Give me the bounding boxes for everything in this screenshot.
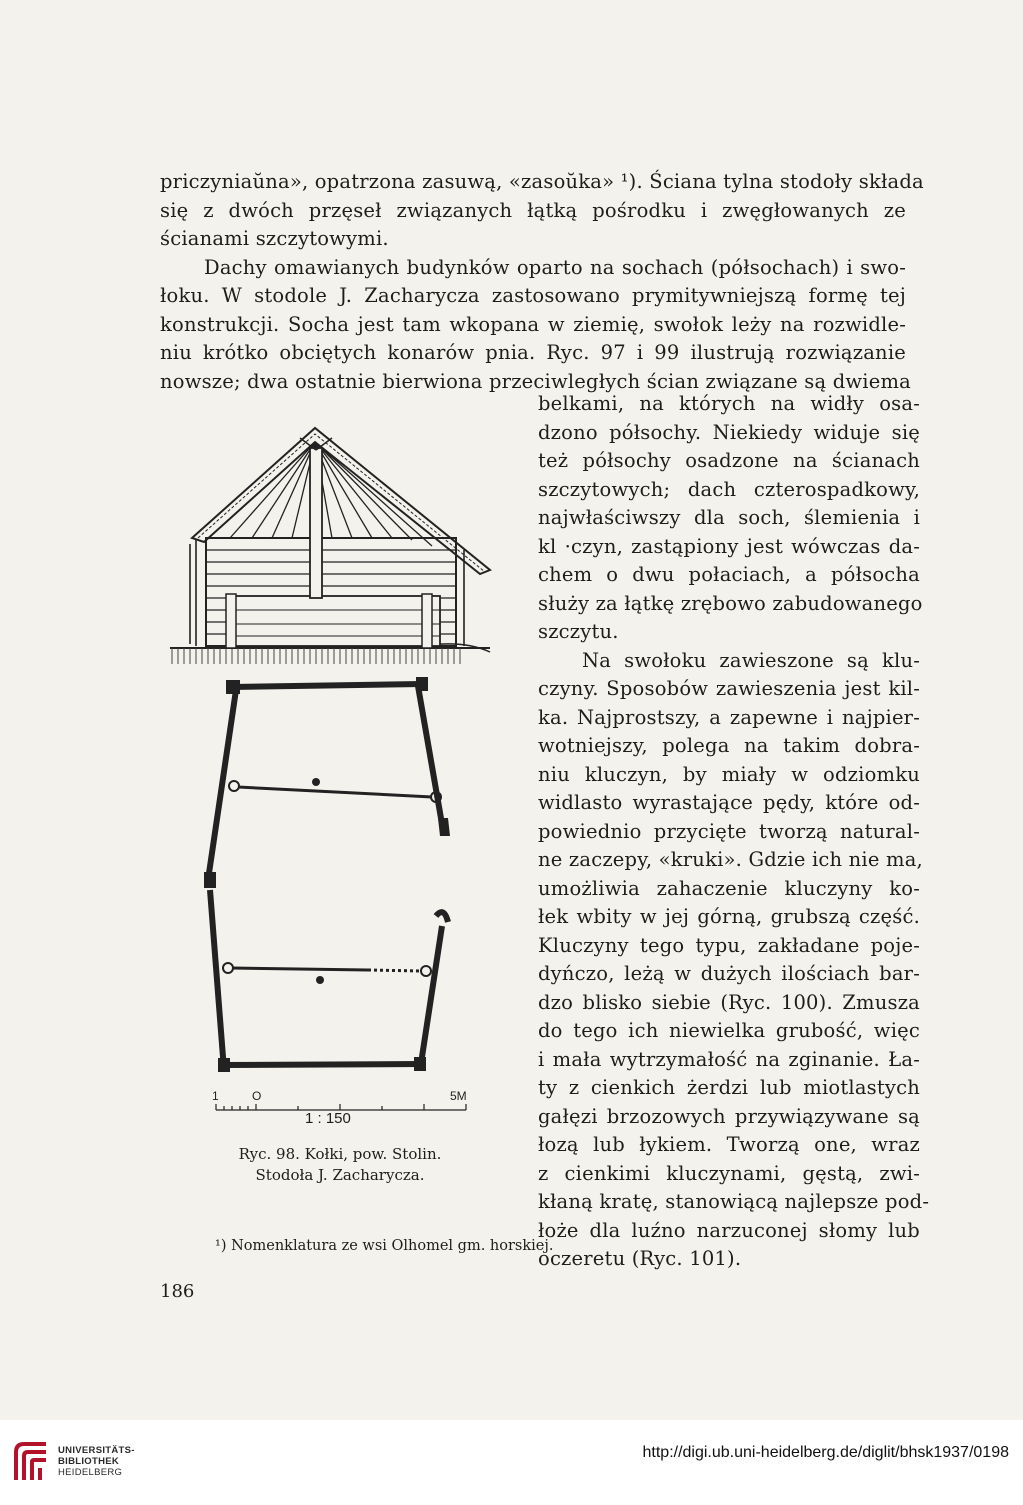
socha-post (310, 448, 322, 598)
caption-line: Stodoła J. Zacharycza. (255, 1166, 425, 1184)
scale-label-right: 5M (450, 1089, 467, 1103)
text-line: najwłaściwszy dla soch, ślemienia i (538, 506, 920, 529)
text-line: łoże dla luźno narzuconej słomy lub (538, 1218, 920, 1242)
text-line: powiednio przycięte tworzą natural- (538, 819, 920, 843)
plan-lower-tie-hook-right (421, 966, 431, 976)
text-line: do tego ich niewielka grubość, więc (538, 1019, 920, 1042)
text-line: widlasto wyrastające pędy, które od- (538, 791, 920, 814)
text-line: konstrukcji. Socha jest tam wkopana w ziemię, swołok leży na rozwidle- (160, 312, 906, 336)
text-line: niu krótko obciętych konarów pnia. Ryc. 97 i 99 ilustrują rozwiązanie (160, 341, 906, 364)
text-line: dyńczo, leżą w dużych ilościach bar- (538, 962, 920, 985)
text-line: Dachy omawianych budynków oparto na sochach (półsochach) i swo- (204, 255, 906, 279)
plan-lower-tie-beam (232, 968, 368, 970)
text-line: dzo blisko siebie (Ryc. 100). Zmusza (538, 990, 920, 1014)
text-line: niu kluczyn, by miały w odziomku (538, 762, 920, 786)
plan-left-joint (204, 872, 216, 888)
plan-upper-tie-hook-left (229, 781, 239, 791)
library-name[interactable] (58, 1445, 135, 1478)
text-line: priczyniaŭna», opatrzona zasuwą, «zasoŭka» ¹). Ściana tylna stodoły składa (160, 170, 924, 193)
barn-figure (160, 420, 500, 1120)
text-line: też półsochy osadzone na ścianach (538, 449, 920, 472)
plan-bottom-beam (224, 1064, 422, 1065)
library-name-line: HEIDELBERG (58, 1467, 123, 1478)
text-line: oczeretu (Ryc. 101). (538, 1247, 742, 1270)
plan-upper-post (312, 778, 320, 786)
text-line: łozą lub łykiem. Tworzą one, wraz (538, 1133, 920, 1156)
text-line: łoku. W stodole J. Zacharycza zastosowano prymitywniejszą formę tej (160, 284, 906, 307)
page-number: 186 (160, 1281, 195, 1302)
body-text-full-width (160, 168, 924, 396)
text-line: służy za łątkę zrębowo zabudowanego (538, 591, 923, 615)
plan-lower-tie-hook-left (223, 963, 233, 973)
barn-drawing (160, 420, 500, 1120)
figure-caption (200, 1144, 480, 1186)
text-line: szczytowych; dach czterospadkowy, (538, 477, 920, 501)
text-line: belkami, na których na widły osa- (538, 392, 920, 415)
text-line: nowsze; dwa ostatnie bierwiona przeciwległych ścian związane są dwiema (160, 369, 912, 393)
plan-lower-tie-dotted (368, 970, 422, 971)
text-line: ne zaczepy, «kruki». Gdzie ich nie ma, (538, 848, 923, 871)
library-name-line: UNIVERSITÄTS- (58, 1445, 135, 1456)
text-line: i mała wytrzymałość na zginanie. Ła- (538, 1047, 920, 1071)
text-line: kłaną kratę, stanowiącą najlepsze pod- (538, 1190, 930, 1213)
library-footer (0, 1420, 1023, 1505)
text-line: Na swołoku zawieszone są klu- (582, 648, 920, 672)
text-line: czyny. Sposobów zawieszenia jest kil- (538, 677, 920, 700)
plan-top-beam (232, 684, 422, 687)
text-line: szczytu. (538, 620, 619, 643)
text-line: chem o dwu połaciach, a półsocha (538, 563, 920, 586)
plan-right-upper-wall (418, 686, 442, 824)
plan-right-lower-wall (420, 926, 442, 1070)
text-line: ścianami szczytowymi. (160, 227, 389, 250)
text-line: wotniejszy, polega na takim dobra- (538, 734, 920, 757)
plan-right-end-block (438, 818, 450, 836)
text-line: Kluczyny tego typu, zakładane poje- (538, 933, 920, 957)
plan-left-upper-wall (208, 690, 236, 880)
text-line: dzono półsochy. Niekiedy widuje się (538, 420, 920, 444)
scale-bar (212, 1089, 467, 1110)
plan-left-lower-wall (210, 890, 224, 1070)
text-line: ty z cienkich żerdzi lub miotlastych (538, 1076, 920, 1099)
text-line: ka. Najprostszy, a zapewne i najpier- (538, 705, 920, 729)
text-line: się z dwóch przęseł związanych łątką pośrodku i zwęgłowanych ze (160, 198, 906, 222)
library-name-line: BIBLIOTHEK (58, 1456, 120, 1467)
text-line: umożliwia zahaczenie kluczyny ko- (538, 876, 920, 900)
roof-rafters (230, 442, 432, 546)
plan-lower-post (316, 976, 324, 984)
plan-upper-tie-beam (238, 787, 432, 797)
text-line: z cienkimi kluczynami, gęstą, zwi- (538, 1161, 920, 1185)
text-line: łek wbity w jej górną, grubszą część. (538, 905, 920, 928)
scale-label-left: 1 (212, 1089, 219, 1103)
scale-ratio: 1 : 150 (305, 1110, 351, 1127)
caption-line: Ryc. 98. Kołki, pow. Stolin. (238, 1145, 442, 1163)
log-ends-left (190, 540, 196, 646)
footnote: ¹) Nomenklatura ze wsi Olhomel gm. horskiej. (215, 1238, 554, 1254)
roof-outline (192, 428, 490, 574)
ground-hatching (172, 648, 460, 664)
university-library-logo-icon[interactable] (12, 1440, 52, 1484)
permalink-url[interactable]: http://digi.ub.uni-heidelberg.de/diglit/bhsk1937/0198 (642, 1444, 1009, 1461)
plan-right-lower-top (436, 912, 448, 922)
scale-label-zero: O (252, 1089, 262, 1103)
text-line: kl ·czyn, zastąpiony jest wówczas da- (538, 534, 920, 558)
body-text-column (538, 390, 930, 1274)
gate-frame (232, 596, 440, 646)
gate-post-left (226, 594, 236, 648)
gate-post-right (422, 594, 432, 648)
text-line: gałęzi brzozowych przywiązywane są (538, 1104, 920, 1128)
